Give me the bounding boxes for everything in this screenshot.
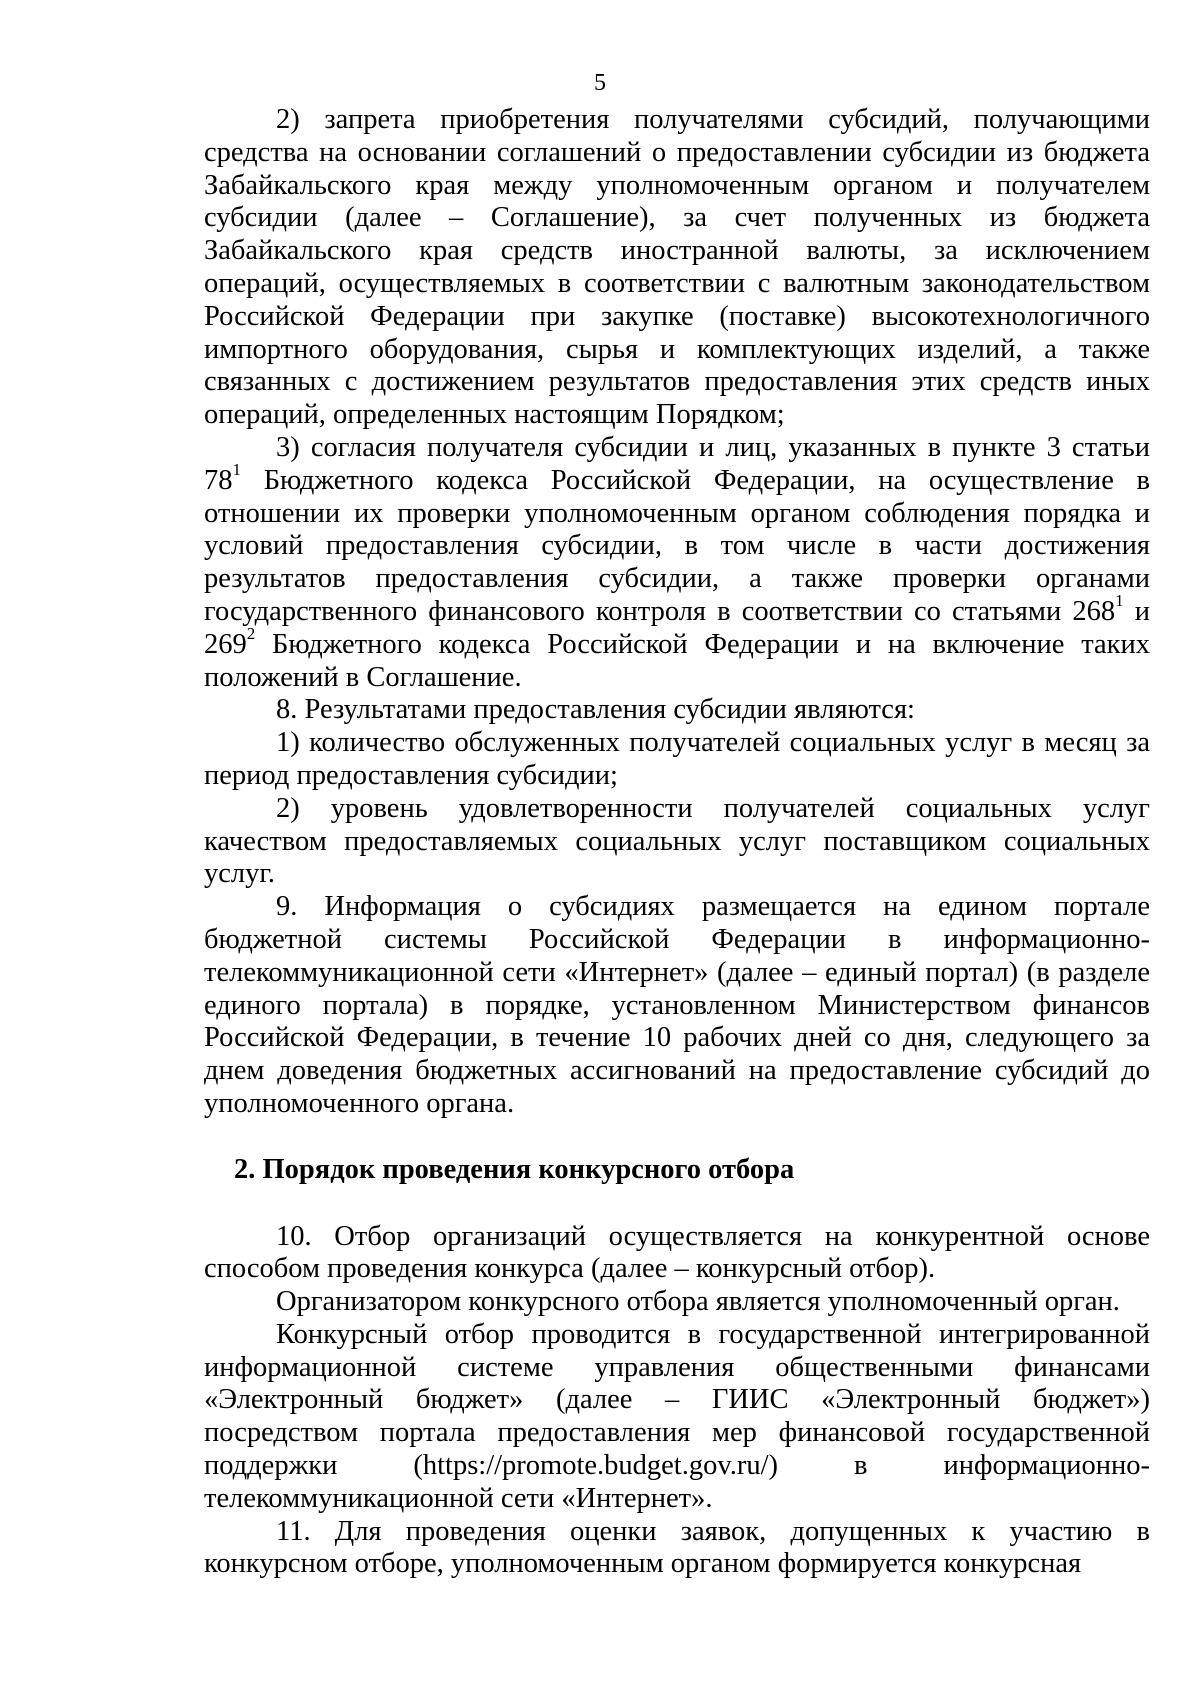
paragraph-clause-9: 9. Информация о субсидиях размещается на едином портале бюджетной системы Российской Федерации в информационно-телекоммуникационной сети «Интернет» (далее – единый портал) (в разделе единого портала) в порядке, установленном Министерством финансов Российской Федерации, в течение 10 рабочих дней со дня, следующего за днем доведения бюджетных ассигнований на предоставление субсидий до уполномоченного органа. [204,891,1150,1119]
paragraph-clause-8: 8. Результатами предоставления субсидии являются: [276,694,915,726]
superscript: 2 [246,624,256,644]
paragraph-clause-10: 10. Отбор организаций осуществляется на конкурентной основе способом проведения конкурса (далее – конкурсный отбор). [204,1220,1150,1285]
paragraph-text: Бюджетного кодекса Российской Федерации, на осуществление в отношении их проверки уполномоченным органом соблюдения порядка и условий предоставления субсидии, в том числе в части достижения результатов предоставления субсидии, а также проверки органами государственного финансового контроля в соответствии со статьями 268 [204,464,1150,627]
paragraph-clause-8-item-1: 1) количество обслуженных получателей социальных услуг в месяц за период предоставления субсидии; [204,727,1150,791]
paragraph-selection-system: Конкурсный отбор проводится в государственной интегрированной информационной системе управления общественными финансами «Электронный бюджет» (далее – ГИИС «Электронный бюджет») посредством портала предоставления мер финансовой государственной поддержки (https://promote.budget.gov.ru/) в информационно-телекоммуникационной сети «Интернет». [204,1318,1150,1514]
paragraph-text: Бюджетного кодекса Российской Федерации и на включение таких положений в Соглашение. [204,628,1150,693]
superscript: 1 [232,460,241,480]
page-number: 5 [594,70,606,96]
paragraph-item-3-consent [204,432,1150,694]
section-heading: 2. Порядок проведения конкурсного отбора [234,1153,795,1185]
paragraph-item-2-currency-ban: 2) запрета приобретения получателями субсидий, получающими средства на основании соглашений о предоставлении субсидии из бюджета Забайкальского края между уполномоченным органом и получателем субсидии (далее – Соглашение), за счет полученных из бюджета Забайкальского края средств иностранной валюты, за исключением операций, осуществляемых в соответствии с валютным законодательством Российской Федерации при закупке (поставке) высокотехнологичного импортного оборудования, сырья и комплектующих изделий, а также связанных с достижением результатов предоставления этих средств иных операций, определенных настоящим Порядком; [204,104,1150,431]
paragraph-text: 3) согласия получателя субсидии и лиц, указанных в пункте 3 статьи 78 [204,431,1150,496]
superscript: 1 [1115,591,1124,611]
paragraph-clause-8-item-2: 2) уровень удовлетворенности получателей социальных услуг качеством предоставляемых социальных услуг поставщиком социальных услуг. [204,792,1150,890]
document-body [204,104,1150,1581]
paragraph-organizer: Организатором конкурсного отбора является уполномоченный орган. [276,1286,1120,1318]
paragraph-text: и 269 [204,595,1150,660]
paragraph-clause-11: 11. Для проведения оценки заявок, допущенных к участию в конкурсном отборе, уполномоченным органом формируется конкурсная [204,1515,1150,1580]
